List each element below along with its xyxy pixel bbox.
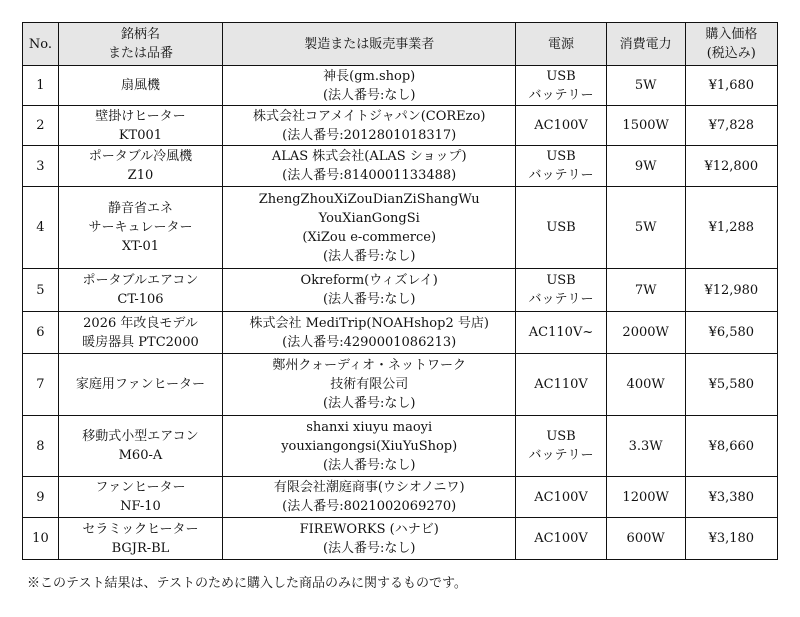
cell-no: 3: [23, 146, 59, 187]
cell-price: ¥12,800: [685, 146, 777, 187]
table-row: [23, 187, 778, 269]
cell-price: ¥8,660: [685, 416, 777, 477]
cell-no: 4: [23, 187, 59, 269]
cell-power-source: USB: [516, 187, 606, 269]
cell-power-source: AC110V: [516, 354, 606, 416]
cell-price: ¥5,580: [685, 354, 777, 416]
cell-name: ファンヒーター NF-10: [58, 477, 222, 518]
cell-power-source: USB バッテリー: [516, 146, 606, 187]
cell-name: セラミックヒーター BGJR-BL: [58, 518, 222, 560]
cell-name: 2026 年改良モデル 暖房器具 PTC2000: [58, 312, 222, 354]
cell-maker: ALAS 株式会社(ALAS ショップ) (法人番号:8140001133488): [223, 146, 516, 187]
cell-price: ¥1,680: [685, 66, 777, 106]
cell-maker: 株式会社 MediTrip(NOAHshop2 号店) (法人番号:4290001086213): [223, 312, 516, 354]
cell-name: 扇風機: [58, 66, 222, 106]
cell-no: 2: [23, 106, 59, 146]
cell-name: 家庭用ファンヒーター: [58, 354, 222, 416]
cell-power-source: USB バッテリー: [516, 416, 606, 477]
cell-consumption: 3.3W: [606, 416, 685, 477]
cell-name: 壁掛けヒーター KT001: [58, 106, 222, 146]
cell-maker: 神長(gm.shop) (法人番号:なし): [223, 66, 516, 106]
cell-name: 静音省エネ サーキュレーター XT-01: [58, 187, 222, 269]
cell-maker: 株式会社コアメイトジャパン(COREzo) (法人番号:2012801018317): [223, 106, 516, 146]
cell-maker: Okreform(ウィズレイ) (法人番号:なし): [223, 269, 516, 312]
cell-no: 5: [23, 269, 59, 312]
cell-consumption: 7W: [606, 269, 685, 312]
cell-power-source: USB バッテリー: [516, 66, 606, 106]
table-header-row: [23, 23, 778, 66]
table-row: [23, 416, 778, 477]
table-row: [23, 312, 778, 354]
header-price: 購入価格 (税込み): [685, 23, 777, 66]
cell-maker: 有限会社潮庭商事(ウシオノニワ) (法人番号:8021002069270): [223, 477, 516, 518]
cell-no: 7: [23, 354, 59, 416]
cell-power-source: AC110V~: [516, 312, 606, 354]
cell-consumption: 600W: [606, 518, 685, 560]
cell-price: ¥1,288: [685, 187, 777, 269]
cell-consumption: 2000W: [606, 312, 685, 354]
header-name: 銘柄名 または品番: [58, 23, 222, 66]
cell-no: 9: [23, 477, 59, 518]
cell-power-source: USB バッテリー: [516, 269, 606, 312]
table-row: [23, 106, 778, 146]
cell-power-source: AC100V: [516, 477, 606, 518]
cell-consumption: 5W: [606, 66, 685, 106]
table-row: [23, 354, 778, 416]
cell-consumption: 9W: [606, 146, 685, 187]
cell-no: 8: [23, 416, 59, 477]
header-consumption: 消費電力: [606, 23, 685, 66]
cell-price: ¥12,980: [685, 269, 777, 312]
table-row: [23, 66, 778, 106]
cell-consumption: 1500W: [606, 106, 685, 146]
cell-power-source: AC100V: [516, 518, 606, 560]
footnote: ※このテスト結果は、テストのために購入した商品のみに関するものです。: [27, 576, 467, 591]
header-power-source: 電源: [516, 23, 606, 66]
cell-no: 1: [23, 66, 59, 106]
product-table: [22, 22, 778, 560]
header-no: No.: [23, 23, 59, 66]
table-row: [23, 518, 778, 560]
cell-name: 移動式小型エアコン M60-A: [58, 416, 222, 477]
table-row: [23, 477, 778, 518]
table-row: [23, 269, 778, 312]
header-maker: 製造または販売事業者: [223, 23, 516, 66]
cell-maker: FIREWORKS (ハナビ) (法人番号:なし): [223, 518, 516, 560]
cell-power-source: AC100V: [516, 106, 606, 146]
cell-name: ポータブル冷風機 Z10: [58, 146, 222, 187]
cell-no: 10: [23, 518, 59, 560]
cell-consumption: 5W: [606, 187, 685, 269]
cell-name: ポータブルエアコン CT-106: [58, 269, 222, 312]
table-row: [23, 146, 778, 187]
cell-price: ¥6,580: [685, 312, 777, 354]
cell-consumption: 400W: [606, 354, 685, 416]
cell-price: ¥3,380: [685, 477, 777, 518]
cell-price: ¥7,828: [685, 106, 777, 146]
cell-maker: shanxi xiuyu maoyi youxiangongsi(XiuYuShop) (法人番号:なし): [223, 416, 516, 477]
cell-no: 6: [23, 312, 59, 354]
cell-price: ¥3,180: [685, 518, 777, 560]
cell-maker: 鄭州クォーディオ・ネットワーク 技術有限公司 (法人番号:なし): [223, 354, 516, 416]
cell-maker: ZhengZhouXiZouDianZiShangWu YouXianGongSi (XiZou e-commerce) (法人番号:なし): [223, 187, 516, 269]
cell-consumption: 1200W: [606, 477, 685, 518]
